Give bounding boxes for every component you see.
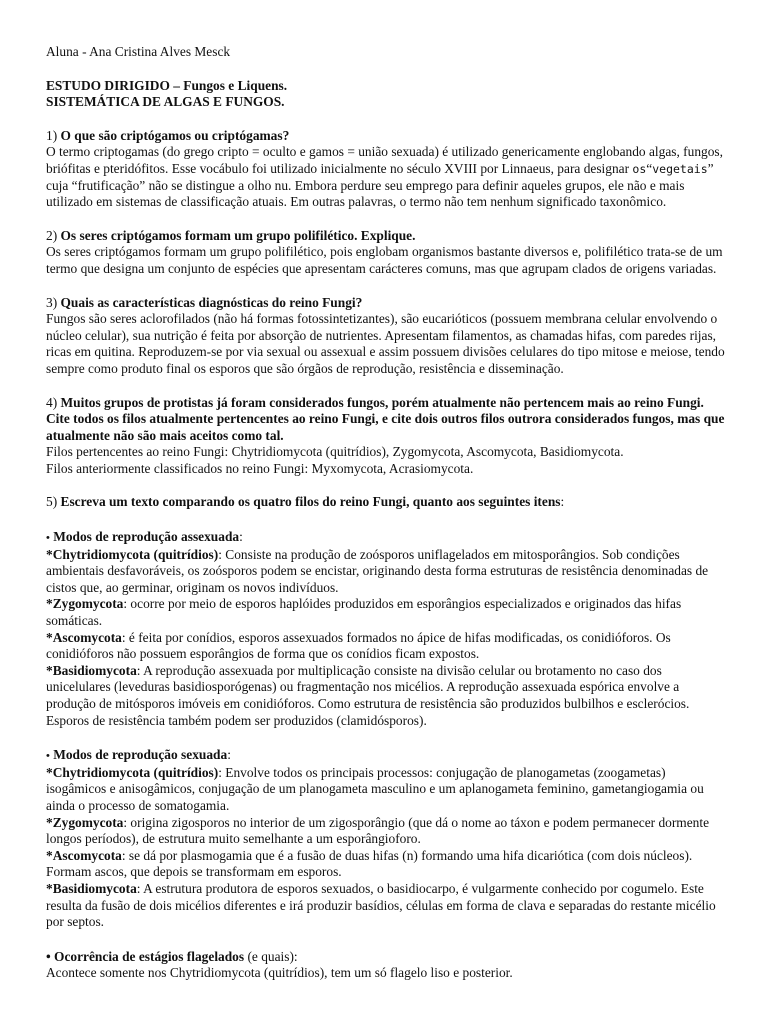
title-line-2: SISTEMÁTICA DE ALGAS E FUNGOS. [46, 94, 285, 110]
answer-2: Os seres criptógamos formam um grupo polifilético, pois englobam organismos bastante diversos e, polifilético trata-se de um termo que designa um conjunto de espécies que apresentam carácteres comuns, mas que agrupam clados de origens variadas. [46, 244, 723, 276]
document-title [46, 78, 726, 95]
author-line: Aluna - Ana Cristina Alves Mesck [46, 44, 231, 59]
asexual-ascomycota: *Ascomycota: é feita por conídios, esporos assexuados formados no ápice de hifas modificadas, os conidióforos. Os conidióforos não possuem esporângios de forma que os conídios ficam expostos. [46, 629, 671, 662]
question-2 [46, 228, 726, 245]
question-number: 1) [46, 127, 61, 143]
answer-4-line-2: Filos anteriormente classificados no reino Fungi: Myxomycota, Acrasiomycota. [46, 460, 474, 476]
bullet-icon: • [46, 532, 50, 545]
bullet-icon: • [46, 750, 50, 763]
section-heading-flagellate: • Ocorrência de estágios flagelados (e quais): [46, 948, 298, 964]
question-number: 3) [46, 294, 61, 310]
question-4 [46, 395, 726, 445]
sexual-ascomycota: *Ascomycota: se dá por plasmogamia que é a fusão de duas hifas (n) formando uma hifa dicariótica (com dois núcleos). Formam ascos, que depois se transformam em esporos. [46, 847, 693, 880]
question-text: Escreva um texto comparando os quatro filos do reino Fungi, quanto aos seguintes itens [60, 494, 561, 510]
answer-4-line-1: Filos pertencentes ao reino Fungi: Chytridiomycota (quitrídios), Zygomycota, Ascomycota, Basidiomycota. [46, 444, 624, 460]
section-heading-sexual: • Modos de reprodução sexuada: [46, 747, 231, 763]
question-text: Os seres criptógamos formam um grupo polifilético. Explique. [60, 227, 416, 243]
question-1 [46, 128, 726, 145]
sexual-basidiomycota: *Basidiomycota: A estrutura produtora de esporos sexuados, o basidiocarpo, é vulgarmente conhecido por cogumelo. Este resulta da fusão de dois micélios diferentes e irá produzir basídios, células em forma de clava e separadas do restante micélio por septos. [46, 880, 716, 930]
question-number: 5) [46, 494, 61, 510]
question-text: Quais as características diagnósticas do reino Fungi? [60, 294, 363, 310]
question-3 [46, 295, 726, 312]
question-number: 2) [46, 227, 61, 243]
question-number: 4) [46, 394, 61, 410]
answer-3: Fungos são seres aclorofilados (não há formas fotossintetizantes), são eucarióticos (possuem membrana celular envolvendo o núcleo celular), sua nutrição é feita por absorção de nutrientes. Apresentam filamentos, as chamadas hifas, com paredes rijas, ricas em quitina. Reproduzem-se por via sexual ou assexual e assim possuem divisões celulares do tipo mitose e meiose, tendo sempre como produto final os esporos que são órgãos de reprodução, resistência e disseminação. [46, 311, 725, 376]
question-5: 5) Escreva um texto comparando os quatro filos do reino Fungi, quanto aos seguintes itens: [46, 494, 565, 510]
title-line-1: ESTUDO DIRIGIDO – Fungos e Liquens. [46, 77, 288, 93]
asexual-basidiomycota: *Basidiomycota: A reprodução assexuada por multiplicação consiste na divisão celular ou brotamento no caso dos unicelulares (leveduras basidiosporógenas) ou fragmentação nos micélios. A reprodução assexuada espórica envolve a produção de mitósporos imóveis em conidióforos. Como estrutura de resistência são produzidos bulbilhos e esclerócios. Esporos de resistência também podem ser produzidos (clamidósporos). [46, 662, 690, 728]
answer-1: O termo criptogamas (do grego cripto = oculto e gamos = união sexuada) é utilizado genericamente englobando algas, fungos, briófitas e pteridófitos. Esse vocábulo foi utilizado inicialmente no século XVIII por Linnaeus, para designar os“vegetais” cuja “frutificação” não se distingue a olho nu. Embora perdure seu emprego para definir aqueles grupos, ele não e mais utilizado em sistemas de classificação atuais. Em outras palavras, o termo não tem nenhum significado taxonômico. [46, 144, 723, 210]
document-subtitle [46, 94, 726, 111]
asexual-chytridiomycota: *Chytridiomycota (quitrídios): Consiste na produção de zoósporos uniflagelados em mitosporângios. Sob condições ambientais desfavoráveis, os zoósporos podem se encistar, originando desta forma estruturas de resistência denominadas de cistos que, ao germinar, originam os novos indivíduos. [46, 546, 709, 595]
sexual-zygomycota: *Zygomycota: origina zigosporos no interior de um zigosporângio (que dá o nome ao táxon e podem permanecer dormente longos períodos), de estrutura muito semelhante a um esporângioforo. [46, 814, 710, 847]
question-text: Muitos grupos de protistas já foram considerados fungos, porém atualmente não pertencem mais ao reino Fungi. Cite todos os filos atualmente pertencentes ao reino Fungi, e cite dois outros filos outrora considerados fungos, mas que atualmente não são mais aceitos como tal. [46, 394, 725, 443]
sexual-chytridiomycota: *Chytridiomycota (quitrídios): Envolve todos os principais processos: conjugação de planogametas (zoogametas) isogâmicos e anisogâmicos, conjugação de um planogameta masculino e um aplanogameta feminino, gametangiogamia ou ainda o processo de somatogamia. [46, 764, 704, 813]
asexual-zygomycota: *Zygomycota: ocorre por meio de esporos haplóides produzidos em esporângios especializados e originados das hifas somáticas. [46, 596, 682, 629]
document-page [46, 44, 726, 982]
question-text: O que são criptógamos ou criptógamas? [60, 127, 290, 143]
bullet-icon: • [46, 948, 51, 964]
answer-flagellate: Acontece somente nos Chytridiomycota (quitrídios), tem um só flagelo liso e posterior. [46, 965, 513, 981]
section-heading-asexual: • Modos de reprodução assexuada: [46, 529, 243, 545]
